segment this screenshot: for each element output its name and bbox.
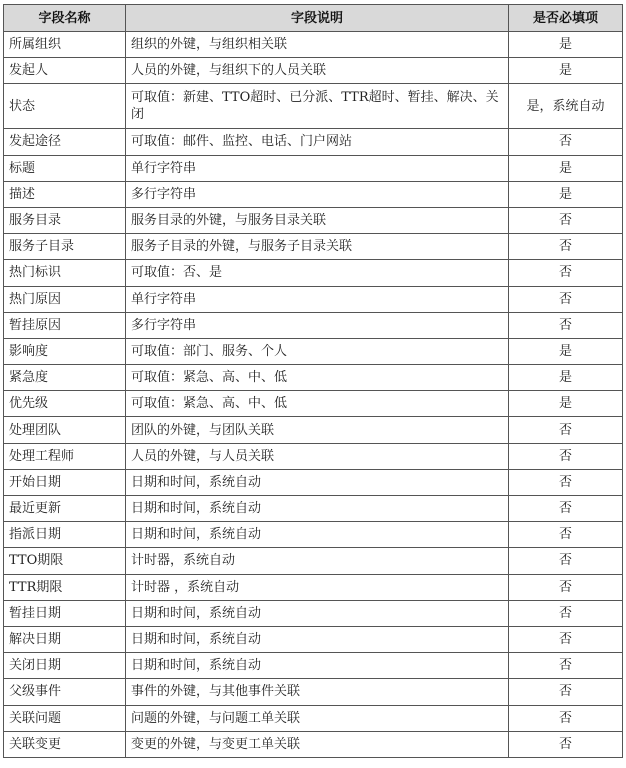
required-cell: 是 — [509, 338, 623, 364]
header-required: 是否必填项 — [509, 5, 623, 32]
field-description-cell: 可取值：紧急、高、中、低 — [126, 391, 509, 417]
required-cell: 是 — [509, 181, 623, 207]
table-row — [4, 286, 623, 312]
required-cell: 否 — [509, 469, 623, 495]
table-row — [4, 260, 623, 286]
field-name-cell: 父级事件 — [4, 679, 126, 705]
required-cell: 否 — [509, 626, 623, 652]
table-row — [4, 574, 623, 600]
required-cell: 否 — [509, 129, 623, 155]
table-row — [4, 32, 623, 58]
field-name-cell: 热门原因 — [4, 286, 126, 312]
field-name-cell: 关联变更 — [4, 731, 126, 757]
required-cell: 否 — [509, 600, 623, 626]
field-description-cell: 日期和时间，系统自动 — [126, 496, 509, 522]
table-row — [4, 391, 623, 417]
table-row — [4, 731, 623, 757]
required-cell: 是 — [509, 391, 623, 417]
required-cell: 否 — [509, 417, 623, 443]
field-description-cell: 可取值：否、是 — [126, 260, 509, 286]
field-name-cell: 描述 — [4, 181, 126, 207]
field-description-cell: 团队的外键，与团队关联 — [126, 417, 509, 443]
field-description-cell: 单行字符串 — [126, 286, 509, 312]
header-field-description: 字段说明 — [126, 5, 509, 32]
field-name-cell: TTO期限 — [4, 548, 126, 574]
field-description-cell: 问题的外键，与问题工单关联 — [126, 705, 509, 731]
required-cell: 否 — [509, 522, 623, 548]
field-name-cell: 暂挂原因 — [4, 312, 126, 338]
table-row — [4, 626, 623, 652]
table-row — [4, 338, 623, 364]
table-row — [4, 84, 623, 129]
required-cell: 否 — [509, 574, 623, 600]
field-description-cell: 日期和时间，系统自动 — [126, 522, 509, 548]
field-name-cell: 开始日期 — [4, 469, 126, 495]
field-name-cell: 热门标识 — [4, 260, 126, 286]
table-row — [4, 234, 623, 260]
table-row — [4, 600, 623, 626]
field-name-cell: 处理团队 — [4, 417, 126, 443]
field-description-cell: 变更的外键，与变更工单关联 — [126, 731, 509, 757]
required-cell: 是，系统自动 — [509, 84, 623, 129]
header-field-name: 字段名称 — [4, 5, 126, 32]
field-name-cell: 关闭日期 — [4, 653, 126, 679]
required-cell: 否 — [509, 234, 623, 260]
field-name-cell: 关联问题 — [4, 705, 126, 731]
required-cell: 否 — [509, 679, 623, 705]
field-description-cell: 事件的外键，与其他事件关联 — [126, 679, 509, 705]
table-row — [4, 653, 623, 679]
field-name-cell: 指派日期 — [4, 522, 126, 548]
field-description-cell: 单行字符串 — [126, 155, 509, 181]
table-row — [4, 312, 623, 338]
field-name-cell: 所属组织 — [4, 32, 126, 58]
field-description-cell: 人员的外键，与组织下的人员关联 — [126, 58, 509, 84]
required-cell: 否 — [509, 548, 623, 574]
field-description-cell: 可取值：邮件、监控、电话、门户网站 — [126, 129, 509, 155]
table-row — [4, 155, 623, 181]
field-description-cell: 日期和时间，系统自动 — [126, 626, 509, 652]
required-cell: 是 — [509, 365, 623, 391]
field-definition-table — [3, 4, 623, 758]
field-name-cell: TTR期限 — [4, 574, 126, 600]
table-row — [4, 207, 623, 233]
field-table-container — [3, 4, 622, 758]
field-name-cell: 状态 — [4, 84, 126, 129]
field-name-cell: 紧急度 — [4, 365, 126, 391]
field-description-cell: 服务子目录的外键，与服务子目录关联 — [126, 234, 509, 260]
required-cell: 否 — [509, 731, 623, 757]
required-cell: 否 — [509, 496, 623, 522]
field-name-cell: 服务目录 — [4, 207, 126, 233]
required-cell: 否 — [509, 312, 623, 338]
required-cell: 否 — [509, 705, 623, 731]
field-name-cell: 发起途径 — [4, 129, 126, 155]
required-cell: 是 — [509, 32, 623, 58]
required-cell: 否 — [509, 286, 623, 312]
field-description-cell: 可取值：部门、服务、个人 — [126, 338, 509, 364]
field-description-cell: 日期和时间，系统自动 — [126, 600, 509, 626]
table-row — [4, 496, 623, 522]
field-name-cell: 发起人 — [4, 58, 126, 84]
table-header-row — [4, 5, 623, 32]
field-description-cell: 人员的外键，与人员关联 — [126, 443, 509, 469]
table-row — [4, 129, 623, 155]
table-row — [4, 705, 623, 731]
table-row — [4, 548, 623, 574]
table-row — [4, 181, 623, 207]
field-name-cell: 处理工程师 — [4, 443, 126, 469]
field-description-cell: 组织的外键，与组织相关联 — [126, 32, 509, 58]
table-row — [4, 58, 623, 84]
field-description-cell: 可取值：新建、TTO超时、已分派、TTR超时、暂挂、解决、关闭 — [126, 84, 509, 129]
table-row — [4, 522, 623, 548]
field-name-cell: 暂挂日期 — [4, 600, 126, 626]
field-description-cell: 日期和时间，系统自动 — [126, 469, 509, 495]
field-name-cell: 标题 — [4, 155, 126, 181]
field-description-cell: 可取值：紧急、高、中、低 — [126, 365, 509, 391]
field-description-cell: 多行字符串 — [126, 181, 509, 207]
required-cell: 否 — [509, 260, 623, 286]
field-name-cell: 优先级 — [4, 391, 126, 417]
table-row — [4, 469, 623, 495]
required-cell: 是 — [509, 58, 623, 84]
field-description-cell: 多行字符串 — [126, 312, 509, 338]
required-cell: 是 — [509, 155, 623, 181]
table-row — [4, 365, 623, 391]
table-body — [4, 32, 623, 758]
table-row — [4, 443, 623, 469]
table-row — [4, 417, 623, 443]
field-description-cell: 计时器 ，系统自动 — [126, 574, 509, 600]
field-description-cell: 日期和时间，系统自动 — [126, 653, 509, 679]
field-description-cell: 计时器，系统自动 — [126, 548, 509, 574]
required-cell: 否 — [509, 653, 623, 679]
required-cell: 否 — [509, 443, 623, 469]
field-name-cell: 影响度 — [4, 338, 126, 364]
field-description-cell: 服务目录的外键，与服务目录关联 — [126, 207, 509, 233]
table-row — [4, 679, 623, 705]
required-cell: 否 — [509, 207, 623, 233]
field-name-cell: 服务子目录 — [4, 234, 126, 260]
field-name-cell: 解决日期 — [4, 626, 126, 652]
field-name-cell: 最近更新 — [4, 496, 126, 522]
